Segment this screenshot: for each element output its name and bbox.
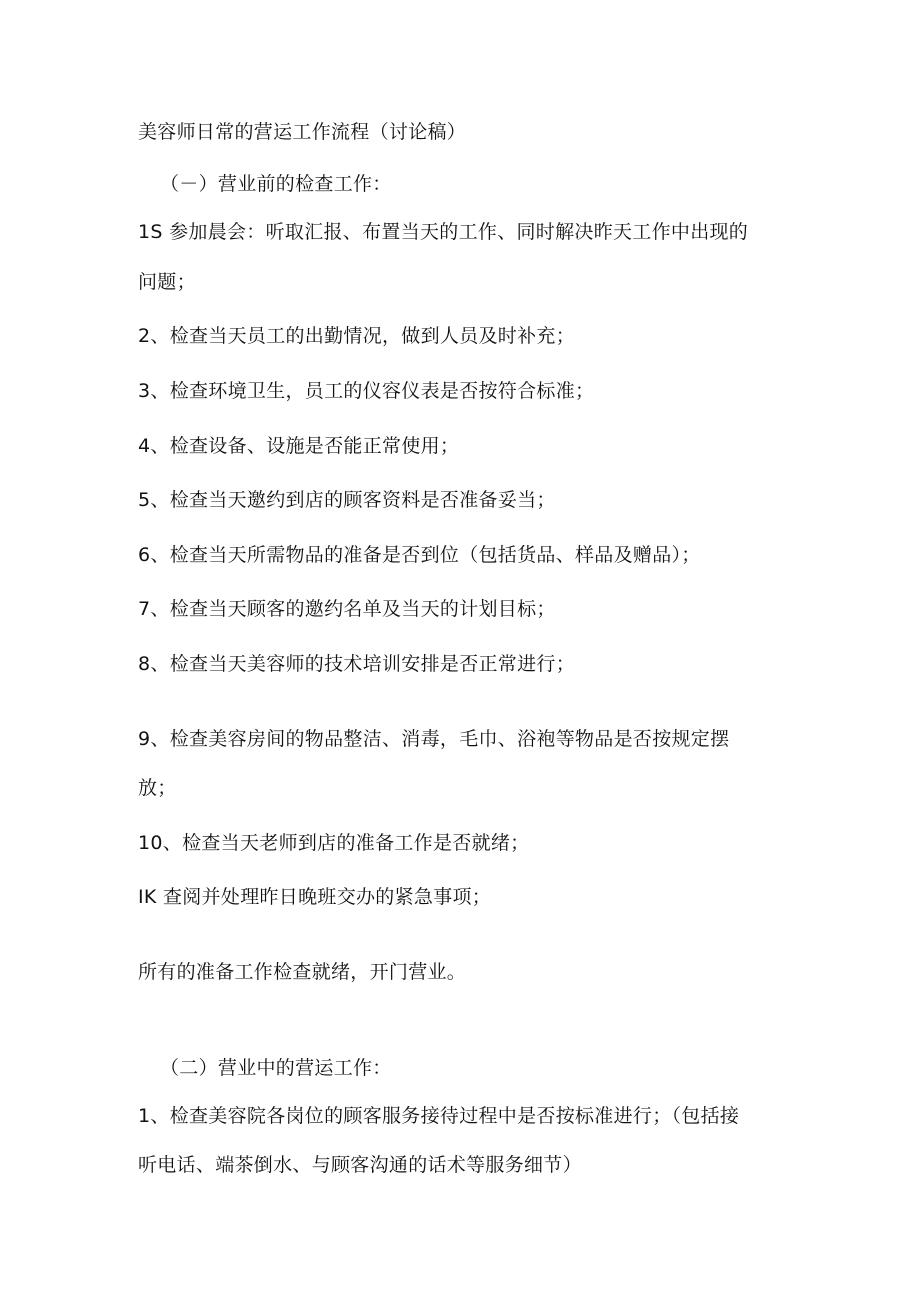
list-item-9-line-2: 放；	[138, 777, 177, 799]
list-item-3: 3、检查环境卫生，员工的仪容仪表是否按符合标准；	[138, 380, 595, 402]
list-item-11: IK 查阅并处理昨日晚班交办的紧急事项；	[138, 886, 492, 908]
list-item-1-line-2: 问题；	[138, 271, 196, 293]
document-title: 美容师日常的营运工作流程（讨论稿）	[138, 121, 467, 143]
section-1-closing: 所有的准备工作检查就绪，开门营业。	[138, 961, 467, 983]
list-item-9-line-1: 9、检查美容房间的物品整洁、消毒，毛巾、浴袍等物品是否按规定摆	[138, 728, 730, 750]
section-2-item-1-line-2: 听电话、端茶倒水、与顾客沟通的话术等服务细节）	[138, 1154, 582, 1176]
section-2-item-1-line-1: 1、检查美容院各岗位的顾客服务接待过程中是否按标准进行；（包括接	[138, 1105, 740, 1127]
list-item-8: 8、检查当天美容师的技术培训安排是否正常进行；	[138, 653, 575, 675]
list-item-5: 5、检查当天邀约到店的顾客资料是否准备妥当；	[138, 489, 556, 511]
list-item-10: 10、检查当天老师到店的准备工作是否就绪；	[138, 832, 530, 854]
list-item-1-line-1: 1S 参加晨会：听取汇报、布置当天的工作、同时解决昨天工作中出现的	[138, 221, 749, 243]
list-item-2: 2、检查当天员工的出勤情况，做到人员及时补充；	[138, 325, 575, 347]
list-item-7: 7、检查当天顾客的邀约名单及当天的计划目标；	[138, 598, 556, 620]
list-item-6: 6、检查当天所需物品的准备是否到位（包括货品、样品及赠品）；	[138, 544, 701, 566]
section-2-heading: （二）营业中的营运工作：	[160, 1057, 392, 1079]
list-item-4: 4、检查设备、设施是否能正常使用；	[138, 435, 460, 457]
section-1-heading: （－）营业前的检查工作：	[160, 173, 392, 195]
